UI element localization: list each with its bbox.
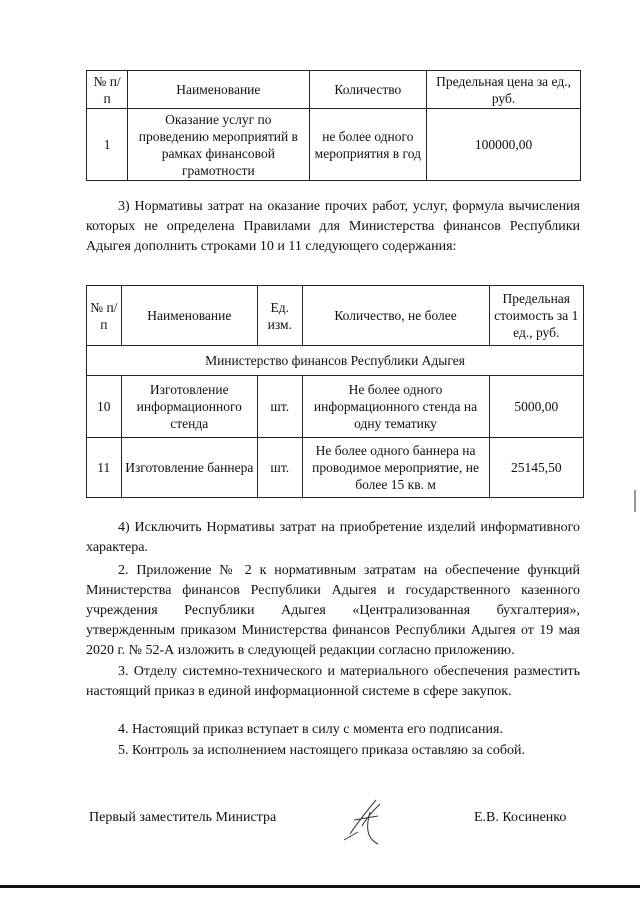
cell-unit: шт. (257, 376, 302, 438)
cell-price: 25145,50 (489, 438, 583, 498)
paragraph-5-control: 5. Контроль за исполнением настоящего приказа оставляю за собой. (118, 743, 526, 758)
table-header-row (87, 71, 581, 109)
page-bottom-border (0, 885, 640, 888)
section-row (87, 346, 584, 376)
table-row (87, 109, 581, 181)
paragraph-4-effective: 4. Настоящий приказ вступает в силу с момента его подписания. (118, 722, 503, 737)
cell-price: 100000,00 (427, 109, 581, 181)
cell-num: 11 (87, 438, 122, 498)
header-cell-unit: Ед. изм. (257, 286, 302, 346)
handwritten-signature (332, 782, 402, 852)
table-norms-other-services (86, 285, 584, 498)
cell-quantity: Не более одного баннера на проводимое мероприятие, не более 15 кв. м (302, 438, 489, 498)
paragraph-3-amendment: 3) Нормативы затрат на оказание прочих работ, услуг, формула вычисления которых не определена Правилами для Министерства финансов Республики Адыгея дополнить строками 10 и 11 следующего содержания: (86, 199, 580, 254)
paragraph-2-appendix: 2. Приложение № 2 к нормативным затратам на обеспечение функций Министерства финансов Республики Адыгея и государственного казенного учреждения Республики Адыгея «Централизованная бухгалтерия», утвержденным приказом Министерства финансов Республики Адыгея от 19 мая 2020 г. № 52-А изложить в следующей редакции согласно приложению. (86, 563, 580, 658)
table-row (87, 376, 584, 438)
header-cell-name: Наименование (121, 286, 257, 346)
paragraph-4-exclusion: 4) Исключить Нормативы затрат на приобретение изделий информативного характера. (86, 520, 580, 555)
header-cell-price: Предельная цена за ед., руб. (427, 71, 581, 109)
cell-name: Оказание услуг по проведению мероприятий в рамках финансовой грамотности (128, 109, 309, 181)
cell-name: Изготовление информационного стенда (121, 376, 257, 438)
signatory-title: Первый заместитель Министра (89, 810, 277, 825)
scan-edge-mark (634, 490, 636, 512)
header-cell-price: Предельная стоимость за 1 ед., руб. (489, 286, 583, 346)
header-cell-quantity: Количество, не более (302, 286, 489, 346)
header-cell-name: Наименование (128, 71, 309, 109)
signatory-name: Е.В. Косиненко (474, 810, 567, 825)
table-norms-events (86, 70, 581, 181)
table-row (87, 438, 584, 498)
cell-name: Изготовление баннера (121, 438, 257, 498)
header-cell-num: № п/п (87, 286, 122, 346)
table-header-row (87, 286, 584, 346)
paragraph-3-publish: 3. Отделу системно-технического и материального обеспечения разместить настоящий приказ в единой информационной системе в сфере закупок. (86, 664, 580, 699)
cell-quantity: не более одного мероприятия в год (309, 109, 427, 181)
cell-price: 5000,00 (489, 376, 583, 438)
header-cell-num: № п/п (87, 71, 128, 109)
cell-num: 10 (87, 376, 122, 438)
header-cell-quantity: Количество (309, 71, 427, 109)
cell-unit: шт. (257, 438, 302, 498)
cell-quantity: Не более одного информационного стенда на одну тематику (302, 376, 489, 438)
section-title: Министерство финансов Республики Адыгея (87, 346, 584, 376)
cell-num: 1 (87, 109, 128, 181)
